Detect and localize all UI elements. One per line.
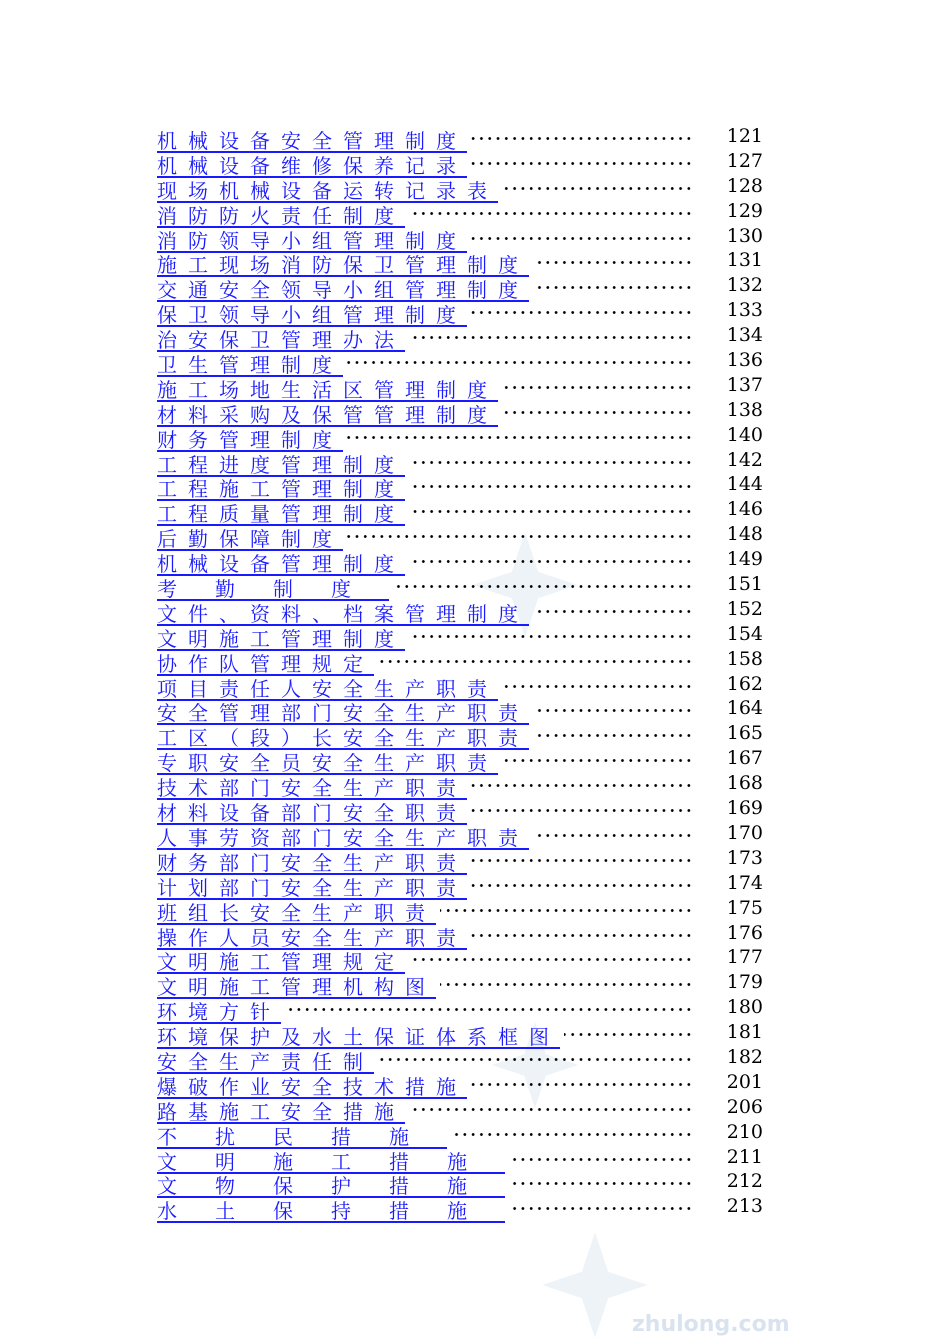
toc-entry-page-number: 130	[726, 224, 763, 247]
toc-entry[interactable]	[157, 821, 769, 850]
toc-entry-title-link[interactable]: 安全生产责任制	[157, 1049, 374, 1074]
toc-entry-title-link[interactable]: 机械设备维修保养记录	[157, 153, 467, 178]
toc-entry-title-link[interactable]: 现场机械设备运转记录表	[157, 178, 498, 203]
toc-entry-title-link[interactable]: 考勤制度	[157, 577, 389, 602]
toc-entry-page-number: 133	[726, 299, 763, 322]
toc-entry-page-number: 170	[726, 821, 763, 844]
toc-entry[interactable]	[157, 149, 769, 178]
dot-leader	[471, 162, 693, 165]
toc-entry-title-link[interactable]: 施工现场消防保卫管理制度	[157, 253, 529, 278]
toc-entry-title-link[interactable]: 工程质量管理制度	[157, 502, 405, 527]
dot-leader	[509, 1207, 693, 1210]
toc-entry[interactable]	[157, 921, 769, 950]
toc-entry[interactable]	[157, 647, 769, 676]
toc-entry-title-link[interactable]: 工程施工管理制度	[157, 477, 405, 502]
dot-leader	[471, 1083, 693, 1086]
toc-entry-page-number: 179	[726, 971, 763, 994]
toc-entry-page-number: 211	[726, 1145, 763, 1168]
toc-entry-page-number: 142	[726, 448, 763, 471]
dot-leader	[347, 535, 693, 538]
toc-entry-page-number: 158	[726, 647, 763, 670]
toc-entry-title-link[interactable]: 治安保卫管理办法	[157, 328, 405, 353]
dot-leader	[285, 1008, 693, 1011]
toc-entry[interactable]	[157, 1070, 769, 1099]
toc-entry-page-number: 134	[726, 324, 763, 347]
toc-entry[interactable]	[157, 945, 769, 975]
dot-leader	[347, 361, 693, 364]
toc-entry-page-number: 140	[726, 423, 763, 446]
dot-leader	[409, 1108, 693, 1111]
dot-leader	[409, 510, 693, 513]
toc-entry[interactable]	[157, 423, 769, 452]
dot-leader	[564, 1033, 693, 1036]
toc-entry-page-number: 131	[726, 249, 763, 272]
dot-leader	[409, 485, 693, 488]
toc-entry-title-link[interactable]: 材料采购及保管管理制度	[157, 402, 498, 427]
toc-entry[interactable]	[157, 846, 769, 875]
dot-leader	[409, 212, 693, 215]
dot-leader	[502, 411, 693, 414]
toc-entry-title-link[interactable]: 交通安全领导小组管理制度	[157, 278, 529, 303]
toc-entry-page-number: 164	[726, 697, 763, 720]
dot-leader	[347, 436, 693, 439]
toc-entry-title-link[interactable]: 文件、资料、档案管理制度	[157, 601, 529, 626]
toc-entry-page-number: 167	[726, 747, 763, 770]
toc-entry-page-number: 128	[726, 174, 763, 197]
toc-entry-title-link[interactable]: 不扰民措施	[157, 1124, 447, 1149]
toc-entry-title-link[interactable]: 技术部门安全生产职责	[157, 776, 467, 801]
toc-entry[interactable]	[157, 696, 769, 726]
toc-entry[interactable]	[157, 398, 769, 427]
dot-leader	[378, 660, 693, 663]
dot-leader	[502, 187, 693, 190]
toc-entry-title-link[interactable]: 后勤保障制度	[157, 527, 343, 552]
toc-entry-page-number: 168	[726, 772, 763, 795]
dot-leader	[471, 311, 693, 314]
toc-entry-title-link[interactable]: 班组长安全生产职责	[157, 900, 436, 925]
dot-leader	[409, 635, 693, 638]
dot-leader	[451, 1133, 693, 1136]
dot-leader	[378, 1058, 693, 1061]
toc-entry-page-number: 206	[726, 1095, 763, 1118]
dot-leader	[471, 137, 693, 140]
dot-leader	[502, 685, 693, 688]
toc-entry-page-number: 146	[726, 498, 763, 521]
dot-leader	[533, 709, 693, 712]
toc-entry-page-number: 144	[726, 473, 763, 496]
toc-entry[interactable]	[157, 572, 769, 602]
dot-leader	[502, 759, 693, 762]
toc-entry-page-number: 151	[726, 573, 763, 596]
dot-leader	[440, 983, 693, 986]
toc-entry-title-link[interactable]: 安全管理部门安全生产职责	[157, 701, 529, 726]
toc-entry-title-link[interactable]: 工区（段）长安全生产职责	[157, 726, 529, 751]
toc-entry[interactable]	[157, 771, 769, 801]
toc-entry-page-number: 173	[726, 846, 763, 869]
toc-entry-page-number: 175	[726, 896, 763, 919]
toc-entry[interactable]	[157, 721, 769, 751]
dot-leader	[509, 1158, 693, 1161]
toc-entry[interactable]	[157, 1169, 769, 1199]
toc-entry-page-number: 132	[726, 274, 763, 297]
toc-entry-title-link[interactable]: 文明施工管理规定	[157, 950, 405, 975]
toc-entry[interactable]	[157, 1145, 769, 1174]
toc-entry-page-number: 201	[726, 1070, 763, 1093]
toc-entry-title-link[interactable]: 保卫领导小组管理制度	[157, 303, 467, 328]
toc-entry[interactable]	[157, 672, 769, 701]
table-of-contents	[157, 124, 769, 1224]
toc-entry-page-number: 129	[726, 199, 763, 222]
toc-entry[interactable]	[157, 124, 769, 153]
dot-leader	[409, 461, 693, 464]
toc-entry-title-link[interactable]: 计划部门安全生产职责	[157, 875, 467, 900]
toc-entry-title-link[interactable]: 机械设备管理制度	[157, 552, 405, 577]
toc-entry[interactable]	[157, 597, 769, 626]
toc-entry-title-link[interactable]: 爆破作业安全技术措施	[157, 1074, 467, 1099]
toc-entry-page-number: 121	[726, 125, 763, 147]
toc-entry[interactable]	[157, 174, 769, 203]
toc-entry-title-link[interactable]: 文物保护措施	[157, 1174, 505, 1199]
dot-leader	[471, 784, 693, 787]
toc-entry[interactable]	[157, 1095, 769, 1124]
toc-entry-page-number: 180	[726, 996, 763, 1019]
toc-entry-title-link[interactable]: 消防防火责任制度	[157, 203, 405, 228]
dot-leader	[509, 1182, 693, 1185]
toc-entry-page-number: 181	[726, 1021, 763, 1044]
toc-entry-title-link[interactable]: 项目责任人安全生产职责	[157, 676, 498, 701]
dot-leader	[471, 237, 693, 240]
toc-entry-page-number: 165	[726, 722, 763, 745]
toc-entry-title-link[interactable]: 专职安全员安全生产职责	[157, 751, 498, 776]
toc-entry-page-number: 210	[726, 1120, 763, 1143]
toc-entry-page-number: 152	[726, 597, 763, 620]
toc-entry[interactable]	[157, 995, 769, 1025]
toc-entry-title-link[interactable]: 人事劳资部门安全生产职责	[157, 825, 529, 850]
toc-entry[interactable]	[157, 796, 769, 826]
toc-entry-title-link[interactable]: 机械设备安全管理制度	[157, 129, 467, 153]
toc-entry-page-number: 177	[726, 946, 763, 969]
toc-entry-page-number: 136	[726, 349, 763, 372]
toc-entry[interactable]	[157, 871, 769, 900]
toc-entry-title-link[interactable]: 材料设备部门安全职责	[157, 801, 467, 826]
toc-entry[interactable]	[157, 373, 769, 402]
toc-entry-page-number: 148	[726, 523, 763, 546]
toc-entry[interactable]	[157, 199, 769, 228]
toc-entry[interactable]	[157, 1020, 769, 1050]
toc-entry-page-number: 169	[726, 797, 763, 820]
toc-entry-title-link[interactable]: 消防领导小组管理制度	[157, 228, 467, 253]
dot-leader	[393, 585, 693, 588]
toc-entry-title-link[interactable]: 施工场地生活区管理制度	[157, 377, 498, 402]
toc-entry-title-link[interactable]: 环境保护及水土保证体系框图	[157, 1025, 560, 1050]
toc-entry[interactable]	[157, 1120, 769, 1149]
dot-leader	[409, 336, 693, 339]
dot-leader	[533, 734, 693, 737]
toc-entry[interactable]	[157, 970, 769, 1000]
toc-entry-page-number: 176	[726, 921, 763, 944]
toc-entry-title-link[interactable]: 文明施工管理机构图	[157, 975, 436, 1000]
toc-entry-page-number: 154	[726, 622, 763, 645]
toc-entry-page-number: 212	[726, 1170, 763, 1193]
toc-entry[interactable]	[157, 224, 769, 253]
dot-leader	[440, 909, 693, 912]
toc-entry[interactable]	[157, 348, 769, 378]
toc-entry-page-number: 174	[726, 871, 763, 894]
toc-entry[interactable]	[157, 323, 769, 353]
toc-entry-title-link[interactable]: 财务部门安全生产职责	[157, 850, 467, 875]
dot-leader	[471, 884, 693, 887]
dot-leader	[409, 560, 693, 563]
toc-entry[interactable]	[157, 1194, 769, 1224]
toc-entry[interactable]	[157, 472, 769, 502]
toc-entry-title-link[interactable]: 环境方针	[157, 1000, 281, 1025]
toc-entry-page-number: 127	[726, 149, 763, 172]
dot-leader	[533, 834, 693, 837]
dot-leader	[533, 286, 693, 289]
toc-entry-title-link[interactable]: 工程进度管理制度	[157, 452, 405, 477]
dot-leader	[409, 958, 693, 961]
toc-entry-page-number: 149	[726, 548, 763, 571]
toc-entry[interactable]	[157, 547, 769, 577]
dot-leader	[471, 809, 693, 812]
toc-entry[interactable]	[157, 896, 769, 925]
toc-entry[interactable]	[157, 273, 769, 303]
toc-entry[interactable]	[157, 522, 769, 552]
watermark-text: zhulong.com	[632, 1312, 790, 1337]
toc-entry-title-link[interactable]: 文明施工措施	[157, 1149, 505, 1174]
toc-entry-page-number: 162	[726, 672, 763, 695]
toc-entry[interactable]	[157, 746, 769, 776]
toc-entry[interactable]	[157, 248, 769, 278]
toc-entry[interactable]	[157, 298, 769, 328]
dot-leader	[502, 386, 693, 389]
toc-entry-title-link[interactable]: 财务管理制度	[157, 427, 343, 452]
toc-entry[interactable]	[157, 622, 769, 651]
toc-entry-page-number: 182	[726, 1045, 763, 1068]
toc-entry[interactable]	[157, 1045, 769, 1074]
toc-entry[interactable]	[157, 448, 769, 477]
toc-entry-page-number: 213	[726, 1195, 763, 1218]
toc-entry-title-link[interactable]: 路基施工安全措施	[157, 1099, 405, 1124]
toc-entry-title-link[interactable]: 操作人员安全生产职责	[157, 925, 467, 950]
toc-entry[interactable]	[157, 497, 769, 527]
toc-entry-page-number: 137	[726, 373, 763, 396]
toc-entry-title-link[interactable]: 文明施工管理制度	[157, 626, 405, 651]
toc-entry-page-number: 138	[726, 398, 763, 421]
toc-entry-title-link[interactable]: 水土保持措施	[157, 1199, 505, 1224]
dot-leader	[533, 610, 693, 613]
dot-leader	[471, 934, 693, 937]
dot-leader	[533, 261, 693, 264]
toc-entry-title-link[interactable]: 协作队管理规定	[157, 651, 374, 676]
dot-leader	[471, 859, 693, 862]
toc-entry-title-link[interactable]: 卫生管理制度	[157, 353, 343, 378]
